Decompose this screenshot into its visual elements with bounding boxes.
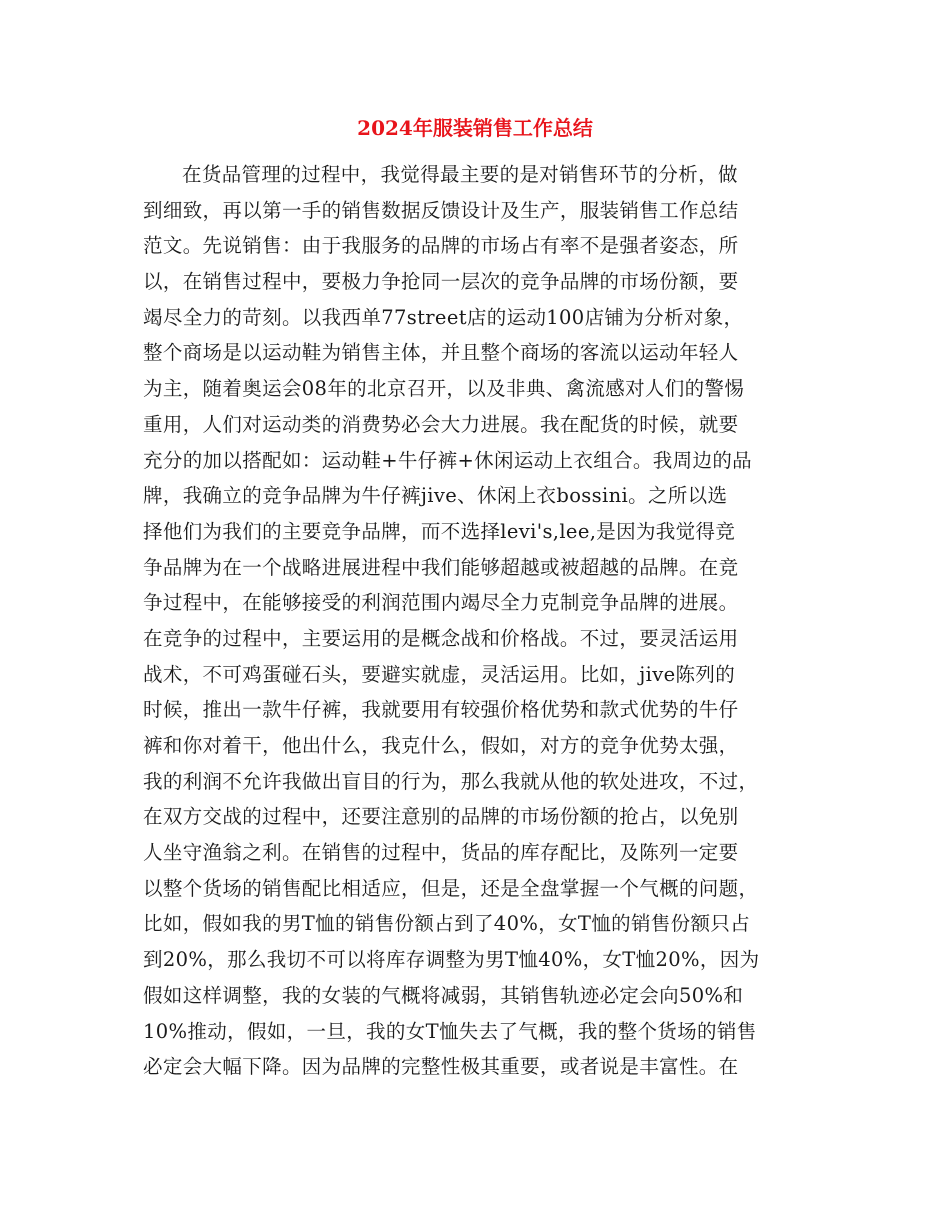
body-text-line: 在竞争的过程中，主要运用的是概念战和价格战。不过，要灵活运用 bbox=[143, 626, 739, 650]
body-text-line: 在双方交战的过程中，还要注意别的品牌的市场份额的抢占，以免别 bbox=[143, 805, 739, 829]
document-title: 2024年服装销售工作总结 bbox=[357, 116, 593, 140]
body-text-line: 战术，不可鸡蛋碰石头，要避实就虚，灵活运用。比如，jive陈列的 bbox=[143, 662, 736, 686]
body-text-line: 以，在销售过程中，要极力争抢同一层次的竞争品牌的市场份额，要 bbox=[143, 270, 739, 294]
body-text-line: 10%推动，假如，一旦，我的女T恤失去了气概，我的整个货场的销售 bbox=[143, 1019, 757, 1043]
body-text-line: 人坐守渔翁之利。在销售的过程中，货品的库存配比，及陈列一定要 bbox=[143, 841, 739, 865]
body-text-line: 竭尽全力的苛刻。以我西单77street店的运动100店铺为分析对象， bbox=[143, 305, 744, 329]
body-text-line: 在货品管理的过程中，我觉得最主要的是对销售环节的分析，做 bbox=[182, 163, 738, 186]
body-text-line: 重用，人们对运动类的消费势必会大力进展。我在配货的时候，就要 bbox=[143, 412, 739, 436]
body-text-line: 范文。先说销售：由于我服务的品牌的市场占有率不是强者姿态，所 bbox=[143, 234, 739, 258]
body-text-line: 假如这样调整，我的女装的气概将减弱，其销售轨迹必定会向50%和 bbox=[143, 983, 744, 1007]
body-text-line: 到细致，再以第一手的销售数据反馈设计及生产，服装销售工作总结 bbox=[143, 198, 739, 222]
body-text-line: 争品牌为在一个战略进展进程中我们能够超越或被超越的品牌。在竞 bbox=[143, 555, 739, 579]
body-text-line: 以整个货场的销售配比相适应，但是，还是全盘掌握一个气概的问题， bbox=[143, 876, 759, 900]
body-text-line: 我的利润不允许我做出盲目的行为，那么我就从他的软处进攻，不过， bbox=[143, 769, 759, 793]
body-text-line: 争过程中，在能够接受的利润范围内竭尽全力克制竞争品牌的进展。 bbox=[143, 591, 739, 615]
document-body bbox=[143, 157, 823, 1085]
body-text-line: 整个商场是以运动鞋为销售主体，并且整个商场的客流以运动年轻人 bbox=[143, 341, 739, 365]
body-text-line: 到20%，那么我切不可以将库存调整为男T恤40%，女T恤20%，因为 bbox=[143, 948, 760, 972]
body-text-line: 裤和你对着干，他出什么，我克什么，假如，对方的竞争优势太强， bbox=[143, 734, 739, 757]
body-text-line: 牌，我确立的竞争品牌为牛仔裤jive、休闲上衣bossini。之所以选 bbox=[143, 484, 728, 508]
body-text-line: 充分的加以搭配如：运动鞋+牛仔裤+休闲运动上衣组合。我周边的品 bbox=[143, 448, 753, 472]
body-text-line: 时候，推出一款牛仔裤，我就要用有较强价格优势和款式优势的牛仔 bbox=[143, 698, 739, 722]
body-text-line: 比如，假如我的男T恤的销售份额占到了40%，女T恤的销售份额只占 bbox=[143, 912, 751, 936]
body-text-line: 必定会大幅下降。因为品牌的完整性极其重要，或者说是丰富性。在 bbox=[143, 1055, 739, 1079]
body-text-line: 为主，随着奥运会08年的北京召开，以及非典、禽流感对人们的警惕 bbox=[143, 377, 745, 401]
body-text-line: 择他们为我们的主要竞争品牌，而不选择levi's,lee,是因为我觉得竞 bbox=[143, 519, 736, 543]
